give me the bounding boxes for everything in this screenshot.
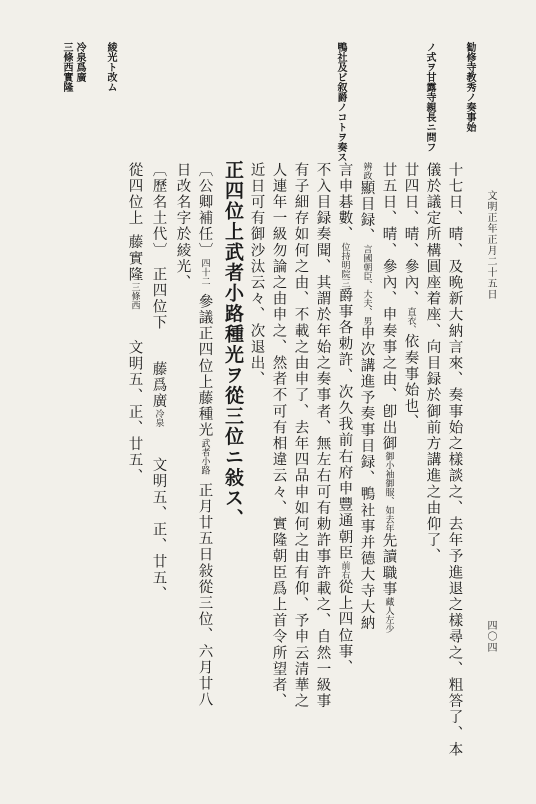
section-heading: 正四位上武者小路種光ヲ從三位ニ敍ス、 (222, 160, 244, 529)
text-column-12: 〔公卿補任〕四十二參議正四位上藤種光武者小路正月廿五日敍從三位、六月廿八 (196, 162, 213, 708)
text-column-9: 人連年一級勿論之由申之、然者不可有相違云々、實隆朝臣爲上首令所望者、 (270, 162, 287, 710)
text-column-15: 從四位上藤實隆三條西文明五、正、廿五、 (126, 162, 143, 485)
head-note-2: ノ式ヲ甘露寺親長ニ問フ (424, 42, 435, 152)
head-note-3: 鴨社及ビ叙爵ノコトヲ奏ス (335, 42, 346, 162)
text-column-1: 十七日、晴、及晩新大納言來、奏事始之樣談之、去年予進退之樣尋之、粗答了、本 (446, 162, 463, 758)
date-heading: 文明正年正月二十五日 (485, 190, 496, 300)
text-column-14: 〔歷名土代〕正四位下藤爲廣冷泉文明五、正、廿五、 (150, 162, 167, 603)
head-note-1: 勧修寺教秀ノ奏事始 (464, 42, 475, 132)
head-note-6: 三條西實隆 (61, 42, 72, 92)
page-number: 四〇四 (485, 620, 496, 653)
head-note-5: 冷泉爲廣 (74, 42, 85, 82)
text-column-6: 言申碁數、位持明院三爵事各勅許、次久我前右府申豐通朝臣前右從上四位事、 (336, 162, 353, 676)
text-column-10: 近日可有御沙汰云々、次退出、 (248, 162, 265, 388)
text-column-3: 廿四日、晴、參內、直衣、依奏事始也、 (402, 162, 419, 431)
text-column-2: 儀於議定所構圓座着座、向目録於御前方講進之由仰了、 (424, 162, 441, 565)
head-note-4: 綾光ト改ム (105, 42, 116, 92)
text-column-5: 辨政顯目録、言國朝臣、大夫、男申次講進予奏事目録、鴨社事并德大寺大納 (358, 162, 375, 632)
text-column-7: 不入目録奏聞、其謂於年始之奏事者、無左右可有勅許事許載之、自然一級事 (314, 162, 331, 710)
text-column-8: 有子細存如何之由、不載之由申了、去年四品申如何之由有仰、予申云清華之 (292, 162, 309, 710)
text-column-13: 日改名字於綾光、 (174, 162, 191, 291)
text-column-4: 廿五日、晴、參內、申奏事之由、卽出御御小袖御服、如去年先讀職事藏人左少 (380, 162, 397, 634)
